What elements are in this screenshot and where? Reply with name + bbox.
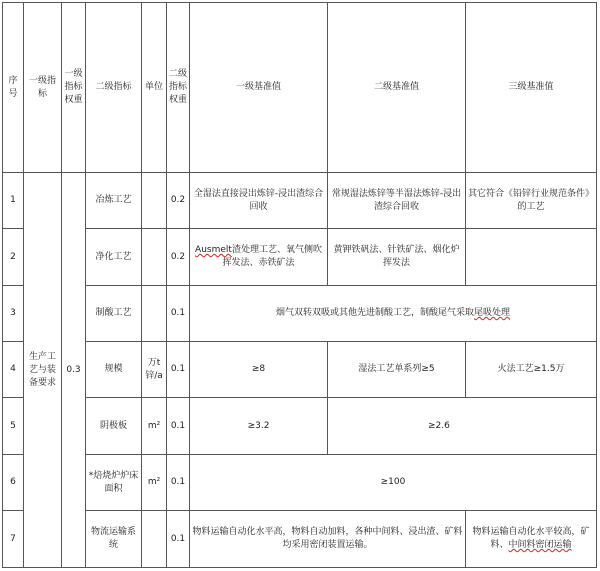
- table-row: [3, 286, 597, 342]
- row-benchmark-1: ≥3.2: [190, 398, 328, 455]
- row-benchmark-2: 湿法工艺单系列≥5: [328, 342, 466, 398]
- row-indicator: 制酸工艺: [86, 286, 142, 342]
- header-level1-weight: 一级指标权重: [62, 3, 86, 173]
- row-unit: [142, 229, 167, 286]
- row-weight: 0.1: [167, 455, 190, 511]
- row-weight: 0.1: [167, 342, 190, 398]
- row-benchmark-3: [466, 229, 597, 286]
- benchmark-text: 烟气双转双吸或其他先进制酸工艺，制酸尾气采取: [275, 308, 474, 318]
- benchmark-text: 物料运输自动化水平较高，矿料、: [472, 527, 590, 550]
- row-benchmark-merged: ≥100: [190, 455, 597, 511]
- table-row: [3, 342, 597, 398]
- row-weight: 0.1: [167, 286, 190, 342]
- table-row: [3, 398, 597, 455]
- row-benchmark-1: ≥8: [190, 342, 328, 398]
- row-indicator: 规模: [86, 342, 142, 398]
- row-weight: 0.1: [167, 398, 190, 455]
- row-benchmark-3: [466, 511, 597, 568]
- header-benchmark-3: 三级基准值: [466, 3, 597, 173]
- brand-term: Ausmelt: [195, 245, 232, 255]
- row-unit: [142, 173, 167, 229]
- row-benchmark-merged: [190, 286, 597, 342]
- row-benchmark-2: 黄钾铁矾法、针铁矿法、烟化炉挥发法: [328, 229, 466, 286]
- row-benchmark-2-3: ≥2.6: [328, 398, 597, 455]
- row-weight: 0.2: [167, 229, 190, 286]
- benchmark-text-underlined: 尾吸处理: [474, 308, 511, 318]
- table-row: [3, 455, 597, 511]
- row-benchmark-2: 常规湿法炼锌等半湿法炼锌-浸出渣综合回收: [328, 173, 466, 229]
- row-unit: [142, 511, 167, 568]
- row-indicator: 物流运输系统: [86, 511, 142, 568]
- header-benchmark-1: 一级基准值: [190, 3, 328, 173]
- row-index: 7: [3, 511, 24, 568]
- row-index: 3: [3, 286, 24, 342]
- header-unit: 单位: [142, 3, 167, 173]
- row-unit: [142, 286, 167, 342]
- row-benchmark-3: 其它符合《铅锌行业规范条件》的工艺: [466, 173, 597, 229]
- row-index: 6: [3, 455, 24, 511]
- table-row: [3, 229, 597, 286]
- row-index: 4: [3, 342, 24, 398]
- indicator-table: [2, 2, 597, 568]
- row-benchmark-1-2: 物料运输自动化水平高，物料自动加料，各种中间料、浸出渣、矿料均采用密闭装置运输。: [190, 511, 466, 568]
- row-weight: 0.2: [167, 173, 190, 229]
- table-row: [3, 511, 597, 568]
- row-benchmark-1: [190, 229, 328, 286]
- row-unit: m²: [142, 455, 167, 511]
- header-row: [3, 3, 597, 173]
- header-level1-indicator: 一级指标: [24, 3, 62, 173]
- header-index: 序号: [3, 3, 24, 173]
- row-weight: 0.1: [167, 511, 190, 568]
- row-indicator: 净化工艺: [86, 229, 142, 286]
- benchmark-text: 渣处理工艺、氧气侧吹挥发法、赤铁矿法: [222, 245, 322, 268]
- row-benchmark-1: 全湿法直接浸出炼锌-浸出渣综合回收: [190, 173, 328, 229]
- row-indicator: 阴极板: [86, 398, 142, 455]
- row-index: 5: [3, 398, 24, 455]
- row-indicator: *焙烧炉炉床面积: [86, 455, 142, 511]
- benchmark-text-underlined: 中间料密闭运输: [508, 540, 572, 550]
- table-row: [3, 173, 597, 229]
- row-benchmark-3: 火法工艺≥1.5万: [466, 342, 597, 398]
- row-indicator: 冶炼工艺: [86, 173, 142, 229]
- group-weight: 0.3: [62, 173, 86, 568]
- header-level2-indicator: 二级指标: [86, 3, 142, 173]
- row-index: 2: [3, 229, 24, 286]
- row-unit: 万t锌/a: [142, 342, 167, 398]
- header-level2-weight: 二级指标权重: [167, 3, 190, 173]
- header-benchmark-2: 二级基准值: [328, 3, 466, 173]
- row-index: 1: [3, 173, 24, 229]
- group-name: 生产工艺与装备要求: [24, 173, 62, 568]
- row-unit: m²: [142, 398, 167, 455]
